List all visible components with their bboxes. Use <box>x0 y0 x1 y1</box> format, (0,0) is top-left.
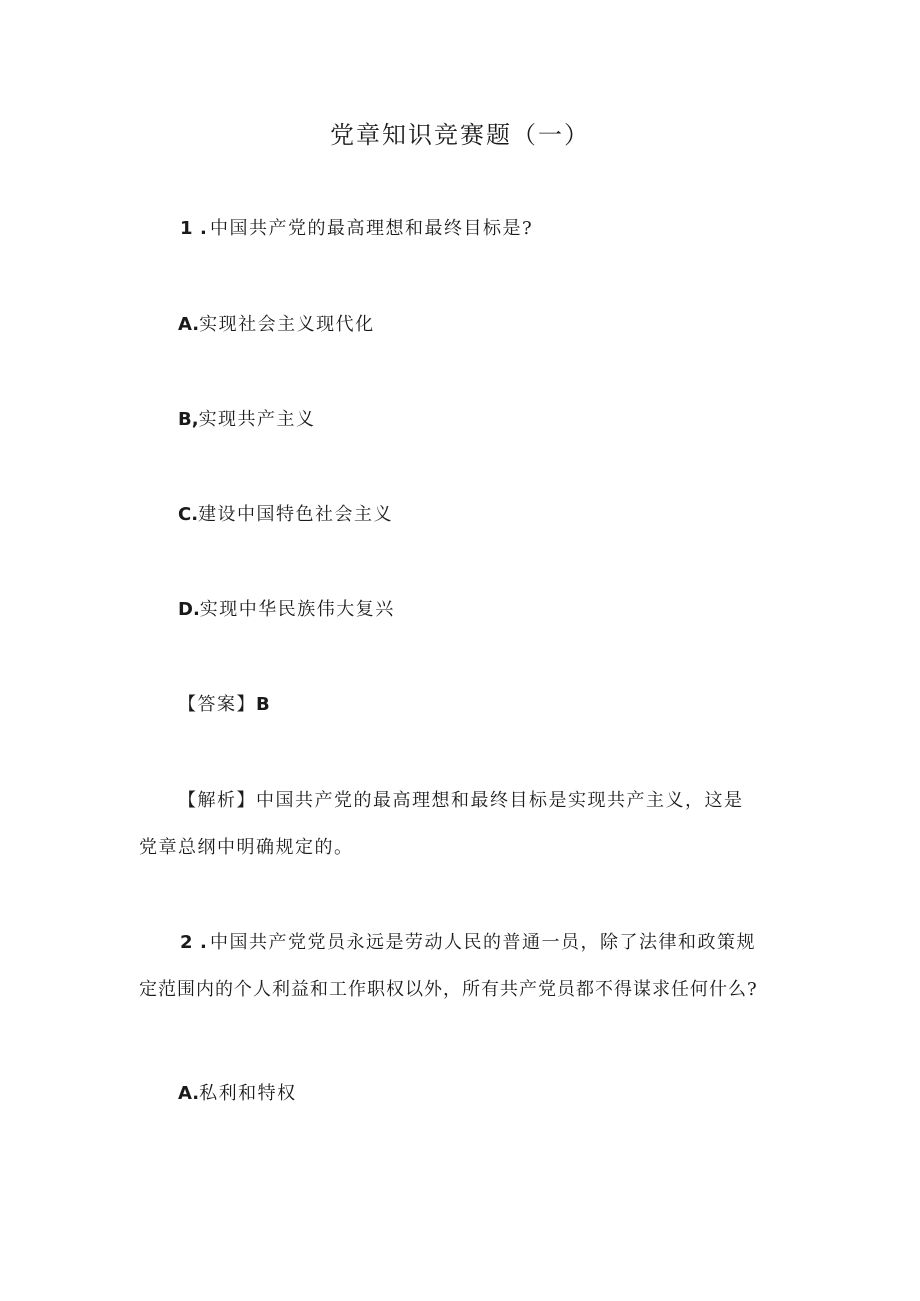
option-text: 建设中国特色社会主义 <box>198 504 394 525</box>
option-a <box>178 311 375 339</box>
option-b <box>178 406 316 434</box>
option-label: D. <box>178 599 200 620</box>
option-c <box>178 501 393 529</box>
option-label: C. <box>178 504 199 525</box>
question-2 <box>180 929 756 957</box>
question-separator: . <box>200 218 207 239</box>
page-title: 党章知识竞赛题（一） <box>330 121 590 149</box>
option-label: A. <box>178 314 200 335</box>
question-number: 1 <box>180 218 193 239</box>
option-text: 实现社会主义现代化 <box>199 314 375 335</box>
analysis-line-2: 党章总纲中明确规定的。 <box>139 837 354 858</box>
option-d <box>178 596 395 624</box>
answer <box>178 691 270 719</box>
option-label: A. <box>178 1083 200 1104</box>
question-text-line-1: 中国共产党党员永远是劳动人民的普通一员，除了法律和政策规 <box>210 932 756 953</box>
question-text: 中国共产党的最高理想和最终目标是? <box>210 218 534 239</box>
question-separator: . <box>200 932 207 953</box>
question-2-continued: 定范围内的个人利益和工作职权以外，所有共产党员都不得谋求任何什么? <box>139 979 758 1000</box>
option-text: 私利和特权 <box>199 1083 297 1104</box>
option-label: B, <box>178 409 199 430</box>
question-number: 2 <box>180 932 193 953</box>
answer-value: B <box>256 694 270 715</box>
option-a <box>178 1080 297 1108</box>
option-text: 实现中华民族伟大复兴 <box>199 599 395 620</box>
analysis-line-1: 【解析】中国共产党的最高理想和最终目标是实现共产主义，这是 <box>178 790 744 811</box>
option-text: 实现共产主义 <box>198 409 316 430</box>
answer-prefix: 【答案】 <box>178 694 256 715</box>
question-1 <box>180 215 533 243</box>
